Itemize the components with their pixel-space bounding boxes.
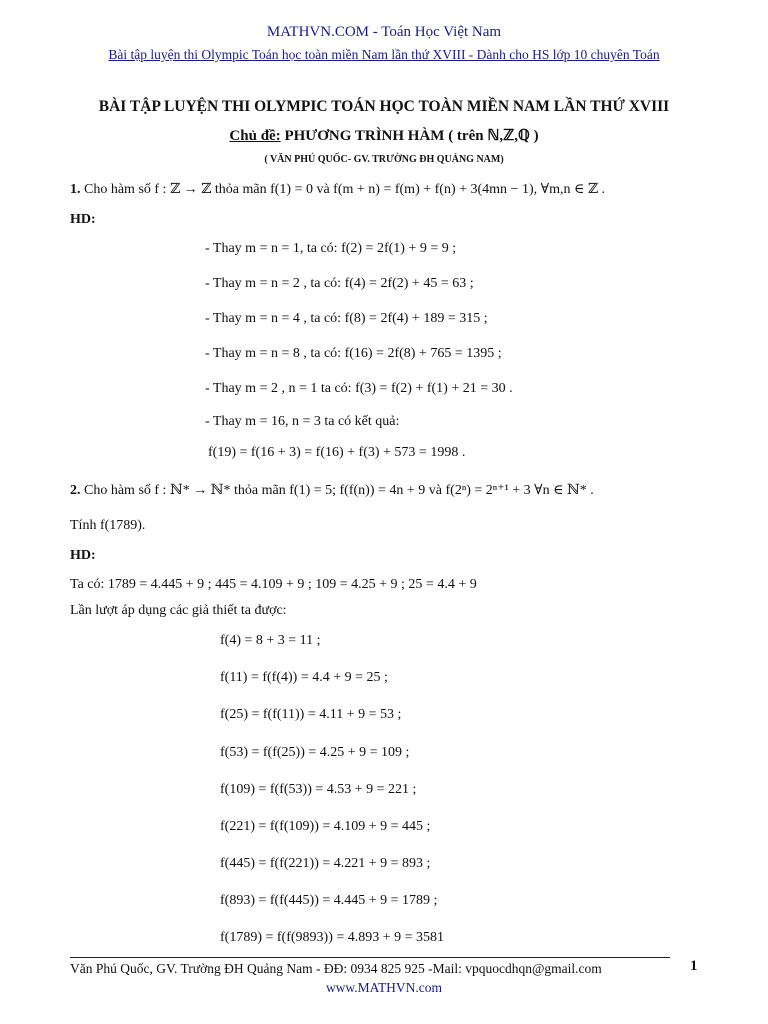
problem-2-step: f(1789) = f(f(9893)) = 4.893 + 9 = 3581 bbox=[220, 930, 445, 945]
problem-1-statement: Cho hàm số f : ℤ → ℤ thỏa mãn f(1) = 0 và f(m + n) = f(m) + f(n) + 3(4mn − 1), ∀m,n ∈ ℤ . bbox=[84, 182, 606, 197]
page-number: 1 bbox=[690, 958, 698, 974]
problem-1-step: - Thay m = n = 8 , ta có: f(16) = 2f(8) + 765 = 1395 ; bbox=[205, 346, 502, 361]
document-title: BÀI TẬP LUYỆN THI OLYMPIC TOÁN HỌC TOÀN MIỀN NAM LẦN THỨ XVIII bbox=[98, 98, 670, 115]
problem-1 bbox=[70, 181, 605, 198]
problem-2-step: f(4) = 8 + 3 = 11 ; bbox=[220, 633, 321, 648]
problem-2-question: Tính f(1789). bbox=[70, 518, 146, 533]
problem-2-hd: HD: bbox=[70, 548, 96, 563]
problem-2 bbox=[70, 482, 594, 499]
problem-2-decomposition: Ta có: 1789 = 4.445 + 9 ; 445 = 4.109 + 9 ; 109 = 4.25 + 9 ; 25 = 4.4 + 9 bbox=[70, 577, 477, 592]
problem-2-apply: Lần lượt áp dụng các giả thiết ta được: bbox=[70, 603, 287, 618]
problem-1-step: - Thay m = n = 1, ta có: f(2) = 2f(1) + 9 = 9 ; bbox=[205, 241, 457, 256]
problem-1-result: f(19) = f(16 + 3) = f(16) + f(3) + 573 = 1998 . bbox=[208, 445, 466, 460]
problem-2-step: f(53) = f(f(25)) = 4.25 + 9 = 109 ; bbox=[220, 745, 410, 760]
problem-2-step: f(25) = f(f(11)) = 4.11 + 9 = 53 ; bbox=[220, 707, 402, 722]
problem-2-number: 2. bbox=[70, 483, 81, 498]
problem-2-step: f(11) = f(f(4)) = 4.4 + 9 = 25 ; bbox=[220, 670, 388, 685]
problem-1-step: - Thay m = 16, n = 3 ta có kết quả: bbox=[205, 414, 400, 429]
problem-1-number: 1. bbox=[70, 182, 81, 197]
footer-contact: Văn Phú Quốc, GV. Trường ĐH Quảng Nam - ĐĐ: 0934 825 925 -Mail: vpquocdhqn@gmail.com bbox=[70, 961, 602, 976]
problem-2-step: f(893) = f(f(445)) = 4.445 + 9 = 1789 ; bbox=[220, 893, 438, 908]
author-line: ( VĂN PHÚ QUỐC- GV. TRƯỜNG ĐH QUẢNG NAM) bbox=[264, 154, 504, 165]
footer-url[interactable]: www.MATHVN.com bbox=[325, 980, 443, 995]
topic-label: Chủ đề: bbox=[229, 128, 281, 144]
problem-1-step: - Thay m = n = 2 , ta có: f(4) = 2f(2) + 45 = 63 ; bbox=[205, 276, 474, 291]
footer-divider bbox=[70, 957, 670, 958]
problem-2-statement: Cho hàm số f : ℕ* → ℕ* thỏa mãn f(1) = 5; f(f(n)) = 4n + 9 và f(2ⁿ) = 2ⁿ⁺¹ + 3 ∀n ∈ ℕ* . bbox=[84, 483, 594, 498]
problem-1-hd: HD: bbox=[70, 212, 96, 227]
topic-value: PHƯƠNG TRÌNH HÀM bbox=[284, 128, 445, 144]
problem-2-step: f(221) = f(f(109)) = 4.109 + 9 = 445 ; bbox=[220, 819, 431, 834]
problem-2-step: f(445) = f(f(221)) = 4.221 + 9 = 893 ; bbox=[220, 856, 431, 871]
problem-1-step: - Thay m = n = 4 , ta có: f(8) = 2f(4) + 189 = 315 ; bbox=[205, 311, 488, 326]
problem-2-step: f(109) = f(f(53)) = 4.53 + 9 = 221 ; bbox=[220, 782, 417, 797]
problem-1-step: - Thay m = 2 , n = 1 ta có: f(3) = f(2) + f(1) + 21 = 30 . bbox=[205, 381, 513, 396]
topic-sets: ( trên ℕ,ℤ,ℚ ) bbox=[448, 128, 539, 144]
topic-line bbox=[0, 126, 768, 145]
site-title: MATHVN.COM - Toán Học Việt Nam bbox=[266, 24, 502, 40]
document-subtitle: Bài tập luyện thi Olympic Toán học toàn miền Nam lần thứ XVIII - Dành cho HS lớp 10 chuyên Toán bbox=[108, 47, 660, 62]
